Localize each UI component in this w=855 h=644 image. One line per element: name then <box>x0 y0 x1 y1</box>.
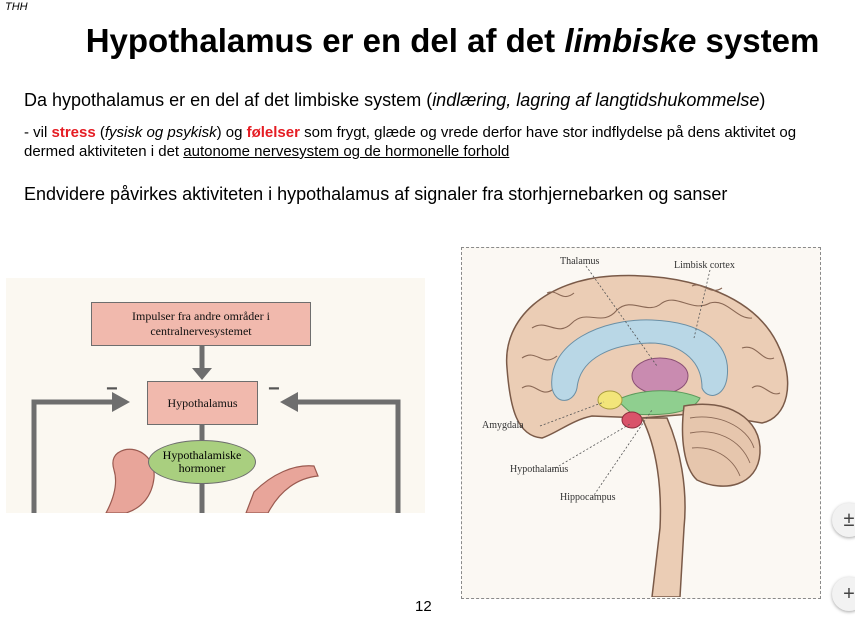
page-number: 12 <box>415 598 432 615</box>
label-hippocampus: Hippocampus <box>560 492 616 503</box>
zoom-fit-button[interactable]: ± <box>832 503 855 537</box>
line2-italic: fysisk og psykisk <box>104 124 217 141</box>
paragraph-limbic <box>24 90 765 111</box>
line2-p3: ) og <box>216 124 247 141</box>
title-text-post: system <box>696 22 820 59</box>
label-thalamus: Thalamus <box>560 256 600 267</box>
minus-sign-left: − <box>106 378 118 400</box>
label-amygdala: Amygdala <box>482 420 524 431</box>
paragraph-stress <box>24 123 844 161</box>
line1-post: ) <box>759 90 766 110</box>
title-text-italic: limbiske <box>564 22 697 59</box>
label-hypothalamus: Hypothalamus <box>510 464 569 475</box>
line1-pre: Da hypothalamus er en del af det limbiske system ( <box>24 90 433 110</box>
minus-sign-right: − <box>268 378 280 400</box>
author-initials: THH <box>5 1 28 13</box>
paragraph-signals: Endvidere påvirkes aktiviteten i hypothalamus af signaler fra storhjernebarken og sanser <box>24 184 728 204</box>
impulses-box: Impulser fra andre områder i centralnervesystemet <box>91 302 311 346</box>
underlined-phrase: autonome nervesystem og de hormonelle forhold <box>183 143 510 160</box>
hormones-ellipse: Hypothalamiske hormoner <box>148 440 256 484</box>
zoom-in-button[interactable]: + <box>832 577 855 611</box>
label-limbic-cortex: Limbisk cortex <box>674 260 735 271</box>
limbic-system-illustration <box>461 247 821 599</box>
slide-title <box>0 22 855 60</box>
title-text-pre: Hypothalamus er en del af det <box>85 22 565 59</box>
stress-word: stress <box>51 124 96 141</box>
line2-p2: ( <box>95 124 105 141</box>
line1-italic: indlæring, lagring af langtidshukommelse <box>432 90 760 110</box>
line2-p4: som frygt, glæde og vrede derfor have stor indflydelse på dens aktivitet og dermed aktiviteten i det <box>24 124 797 160</box>
feelings-word: følelser <box>246 124 300 141</box>
hypothalamus-feedback-diagram <box>6 278 425 513</box>
line2-p1: - vil <box>24 124 52 141</box>
hypothalamus-box: Hypothalamus <box>147 381 258 425</box>
